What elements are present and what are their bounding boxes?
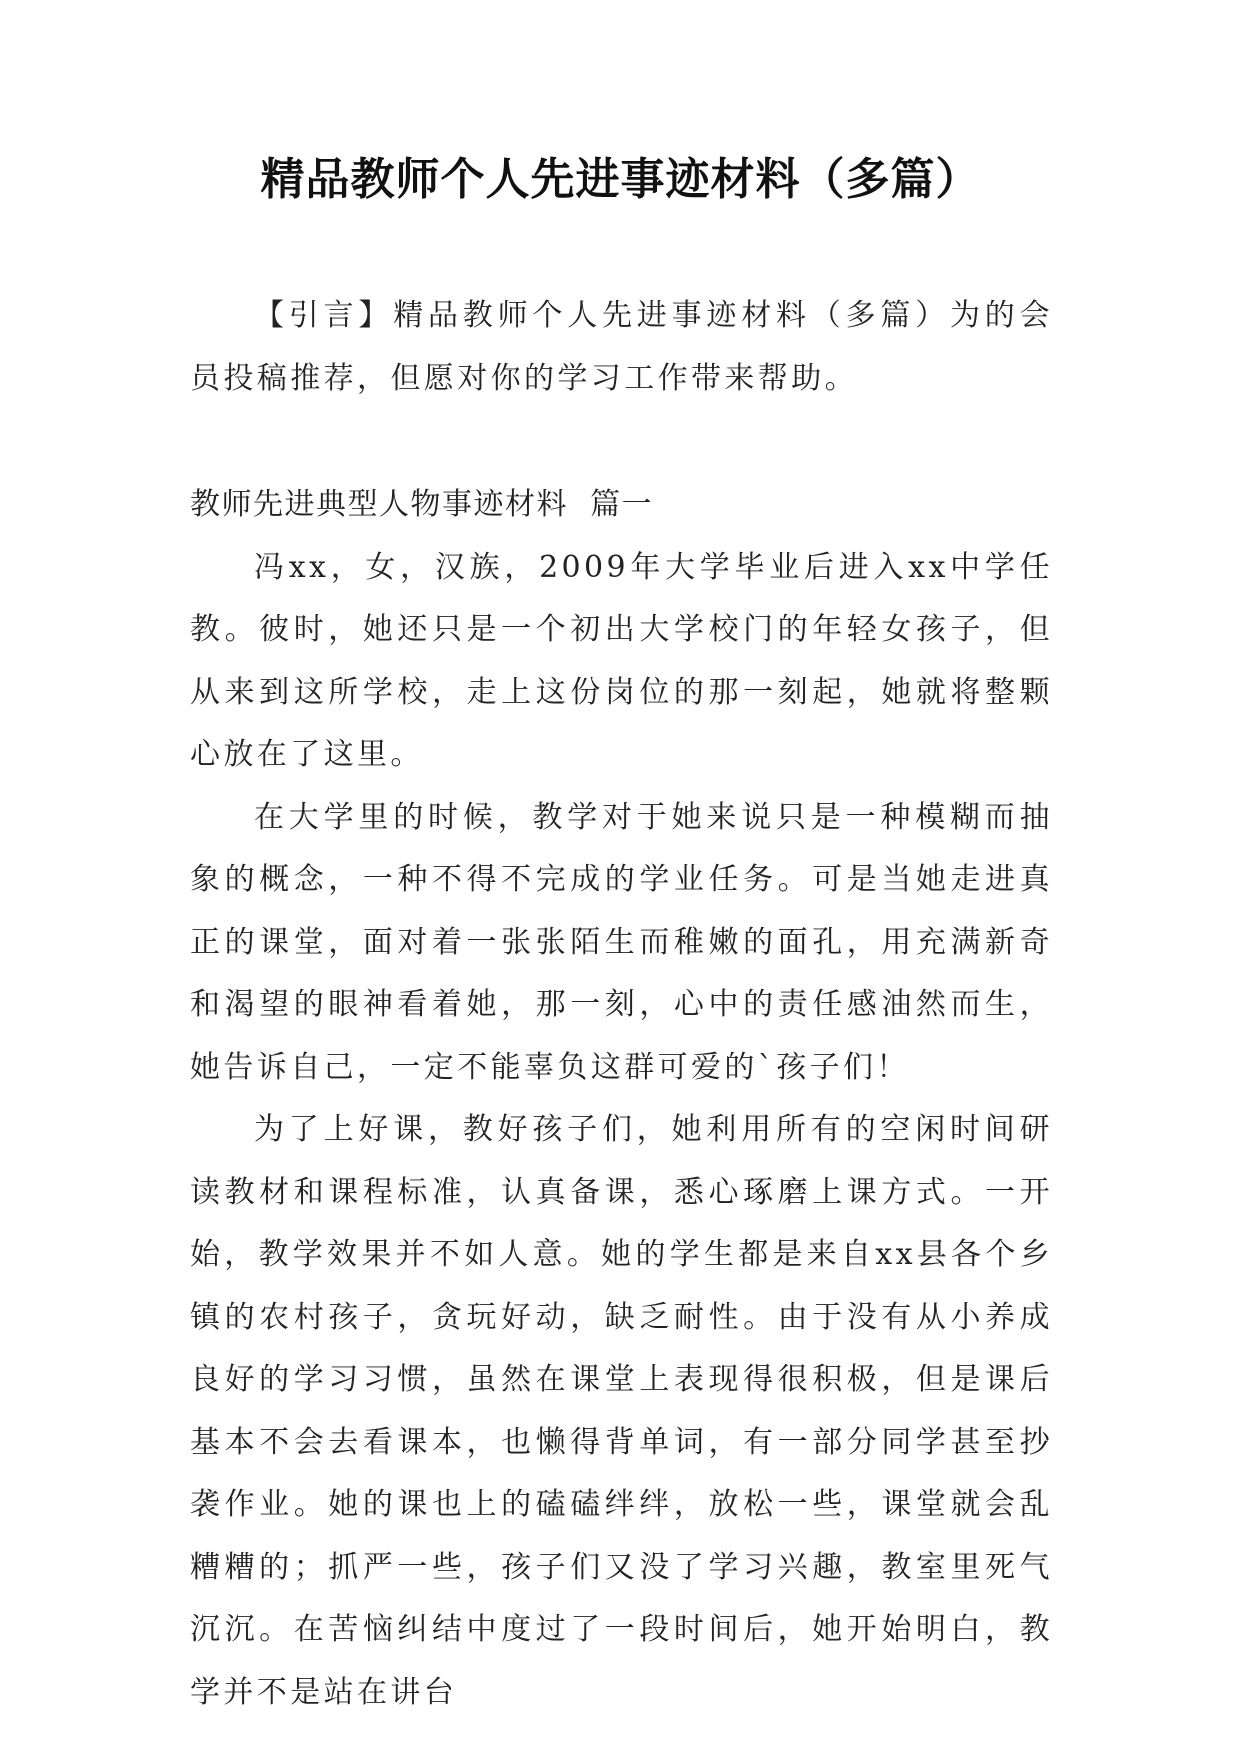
body-paragraph-1: 冯xx，女，汉族，2009年大学毕业后进入xx中学任教。彼时，她还只是一个初出大学校门的年轻女孩子，但从来到这所学校，走上这份岗位的那一刻起，她就将整颗心放在了这里。 (190, 549, 1053, 772)
section-heading: 教师先进典型人物事迹材料 篇一 (190, 487, 654, 522)
document-title: 精品教师个人先进事迹材料（多篇） (260, 154, 981, 205)
document-body (190, 285, 1053, 1724)
body-paragraph-2: 在大学里的时候，教学对于她来说只是一种模糊而抽象的概念，一种不得不完成的学业任务。可是当她走进真正的课堂，面对着一张张陌生而稚嫩的面孔，用充满新奇和渴望的眼神看着她，那一刻，心中的责任感油然而生，她告诉自己，一定不能辜负这群可爱的`孩子们！ (190, 799, 1053, 1085)
intro-paragraph: 【引言】精品教师个人先进事迹材料（多篇）为的会员投稿推荐，但愿对你的学习工作带来帮助。 (190, 298, 1053, 396)
body-paragraph-3: 为了上好课，教好孩子们，她利用所有的空闲时间研读教材和课程标准，认真备课，悉心琢磨上课方式。一开始，教学效果并不如人意。她的学生都是来自xx县各个乡镇的农村孩子，贪玩好动，缺乏耐性。由于没有从小养成良好的学习习惯，虽然在课堂上表现得很积极，但是课后基本不会去看课本，也懒得背单词，有一部分同学甚至抄袭作业。她的课也上的磕磕绊绊，放松一些，课堂就会乱糟糟的；抓严一些，孩子们又没了学习兴趣，教室里死气沉沉。在苦恼纠结中度过了一段时间后，她开始明白，教学并不是站在讲台 (190, 1112, 1053, 1710)
